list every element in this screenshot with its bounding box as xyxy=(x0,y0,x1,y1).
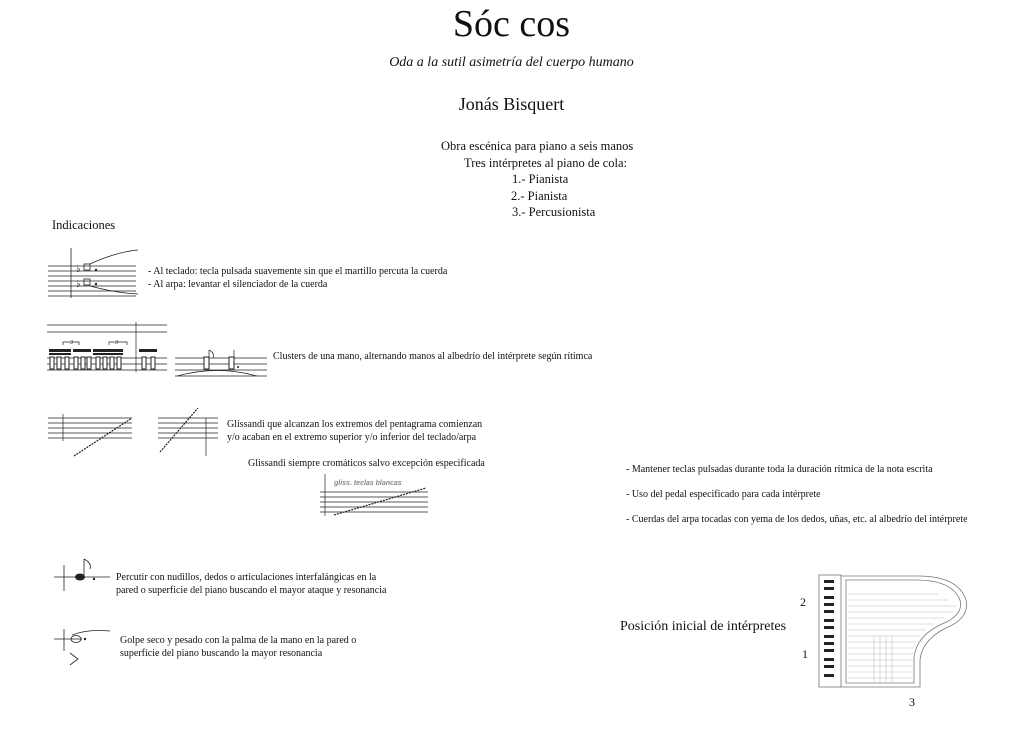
triplet-mark: 3 xyxy=(115,340,118,346)
performer-2-label: 2 xyxy=(800,595,806,609)
silent-key-notation-icon xyxy=(46,246,141,301)
svg-text:♭: ♭ xyxy=(76,264,81,275)
item-silent-key-text: - Al teclado: tecla pulsada suavemente sin que el martillo percuta la cuerda - Al arpa: levantar el silenciador de la cuerda xyxy=(148,266,448,290)
svg-text:♭: ♭ xyxy=(76,279,81,290)
work-description xyxy=(441,138,633,221)
page-subtitle: Oda a la sutil asimetría del cuerpo humano xyxy=(389,55,634,70)
item-clusters-text: Clusters de una mano, alternando manos al albedrío del intérprete según rítimca xyxy=(273,351,593,362)
composer-name: Jonás Bisquert xyxy=(458,94,565,114)
gliss-label: gliss. teclas blancas xyxy=(334,480,402,487)
grand-piano-icon xyxy=(818,574,970,690)
work-line: 3.- Percusionista xyxy=(512,205,596,219)
work-line: Obra escénica para piano a seis manos xyxy=(441,139,634,153)
work-line: 1.- Pianista xyxy=(512,172,569,186)
indicaciones-heading: Indicaciones xyxy=(52,218,116,232)
palm-hit-notation-icon xyxy=(52,625,116,667)
item-glissandi-extremes-text: Glissandi que alcanzan los extremos del pentagrama comienzan y/o acaban en el extremo superior y/o inferior del teclado/arpa xyxy=(227,419,483,443)
glissando-white-keys-notation-icon xyxy=(320,472,430,518)
position-label: Posición inicial de intérpretes xyxy=(620,619,787,634)
performer-3-label: 3 xyxy=(909,695,915,709)
work-line: 2.- Pianista xyxy=(511,188,568,203)
clusters-notation-icon xyxy=(47,320,272,380)
page-title: Sóc cos xyxy=(452,3,571,45)
note-sustain: - Mantener teclas pulsadas durante toda la duración rítmica de la nota escrita xyxy=(626,464,933,475)
glissando-extremes-notation-icon xyxy=(48,408,223,460)
item-palm-text: Golpe seco y pesado con la palma de la mano en la pared o superficie del piano buscando la mayor resonancia xyxy=(120,635,357,659)
item-glissandi-chromatic-text: Glissandi siempre cromáticos salvo excepción especificada xyxy=(248,458,485,469)
triplet-mark: 3 xyxy=(70,340,73,346)
note-pedal: - Uso del pedal especificado para cada intérprete xyxy=(626,489,821,500)
performer-1-label: 1 xyxy=(802,647,808,661)
item-knuckle-text: Percutir con nudillos, dedos o articulaciones interfalángicas en la pared o superficie del piano buscando el mayor ataque y resonancia xyxy=(116,572,387,596)
work-line: Tres intérpretes al piano de cola: xyxy=(464,155,628,170)
note-harp-strings: - Cuerdas del arpa tocadas con yema de los dedos, uñas, etc. al albedrío del intérprete xyxy=(626,514,968,525)
knuckle-percussion-notation-icon xyxy=(52,555,112,595)
